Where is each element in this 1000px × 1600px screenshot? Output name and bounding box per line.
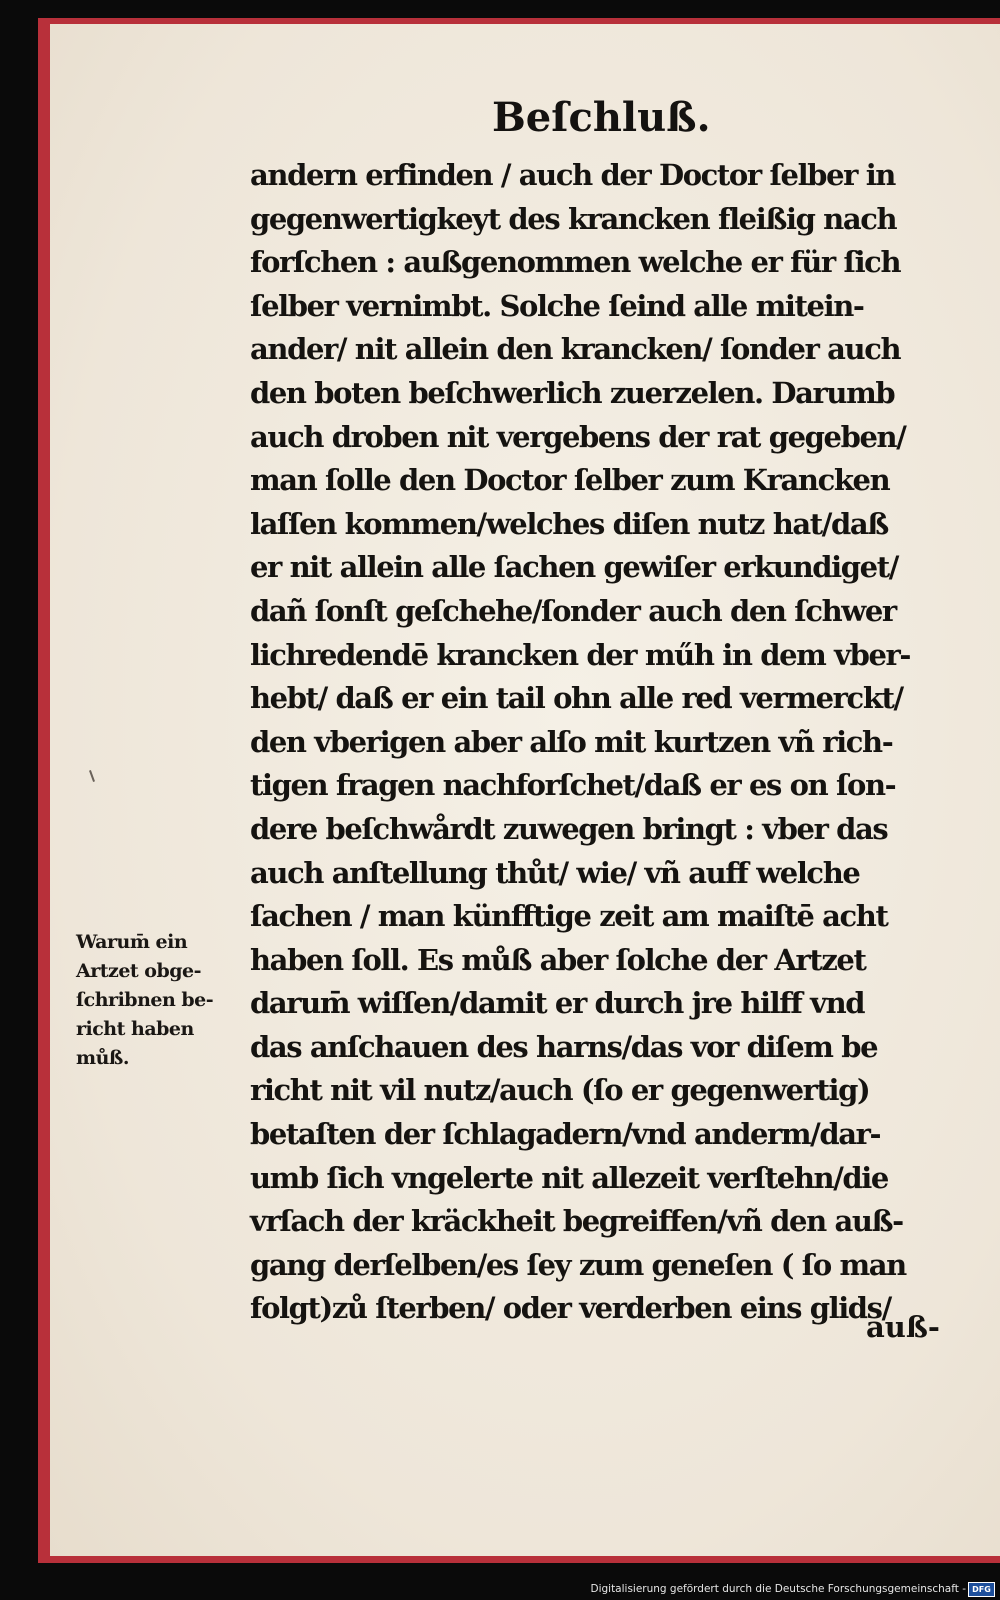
text-line: dañ ſonſt geſchehe/ſonder auch den ſchwer [250, 593, 896, 628]
marginal-note-line: Artzet obge- [76, 960, 202, 982]
text-line: haben ſoll. Es můß aber ſolche der Artzet [250, 942, 866, 977]
text-line: richt nit vil nutz/auch (ſo er gegenwertig) [250, 1073, 870, 1108]
text-line: ſachen / man künfftige zeit am maiſtē acht [250, 899, 888, 934]
footer-credit: Digitalisierung gefördert durch die Deutsche Forschungsgemeinschaft - [590, 1583, 966, 1595]
text-line: umb ſich vngelerte nit allezeit verſtehn/die [250, 1160, 888, 1195]
text-line: vrſach der kräckheit begreiffen/vñ den auß- [250, 1204, 903, 1239]
dfg-logo-icon: DFG [968, 1582, 995, 1597]
text-line: andern erfinden / auch der Doctor ſelber in [250, 158, 895, 192]
text-line: folgt)zů ſterben/ oder verderben eins glids/ [250, 1291, 891, 1326]
text-line: tigen fragen nachforſchet/daß er es on ſon- [250, 768, 896, 803]
text-line: den vberigen aber alſo mit kurtzen vñ rich- [250, 724, 893, 759]
text-line: lichredendē krancken der műh in dem vber- [250, 637, 911, 672]
text-line: auch anſtellung thůt/ wie/ vñ auff welche [250, 855, 860, 890]
marginal-note-line: Warum̄ ein [76, 931, 188, 953]
text-line: betaſten der ſchlagadern/vnd anderm/dar- [250, 1117, 881, 1152]
text-line: dere beſchwårdt zuwegen bringt : vber das [250, 811, 888, 846]
text-line: das anſchauen des harns/das vor diſem be [250, 1029, 878, 1064]
text-line: laſſen kommen/welches diſen nutz hat/daß [250, 506, 888, 541]
marginal-note-line: můß. [76, 1047, 129, 1069]
marginal-note-line: richt haben [76, 1018, 194, 1040]
running-head: Beſchluß. [492, 94, 711, 141]
text-line: ſelber vernimbt. Solche ſeind alle mitein- [250, 288, 864, 323]
marginal-note [76, 928, 246, 1073]
text-line: den boten beſchwerlich zuerzelen. Darumb [250, 375, 895, 410]
main-text-block [250, 154, 950, 1331]
text-line: er nit allein alle ſachen gewiſer erkundiget/ [250, 550, 898, 585]
text-line: gang derſelben/es ſey zum geneſen ( ſo man [250, 1247, 906, 1282]
text-line: gegenwertigkeyt des krancken fleißig nach [250, 201, 897, 236]
marginal-note-line: ſchribnen be- [76, 989, 214, 1011]
catchword: auß- [866, 1310, 940, 1344]
text-line: darum̄ wiſſen/damit er durch jre hilff vnd [250, 986, 865, 1021]
text-line: auch droben nit vergebens der rat gegeben/ [250, 419, 906, 454]
text-line: hebt/ daß er ein tail ohn alle red vermerckt/ [250, 681, 903, 716]
text-line: forſchen : außgenommen welche er für ſich [250, 245, 901, 280]
text-line: man ſolle den Doctor ſelber zum Krancken [250, 463, 890, 498]
text-line: ander/ nit allein den krancken/ ſonder auch [250, 332, 901, 367]
